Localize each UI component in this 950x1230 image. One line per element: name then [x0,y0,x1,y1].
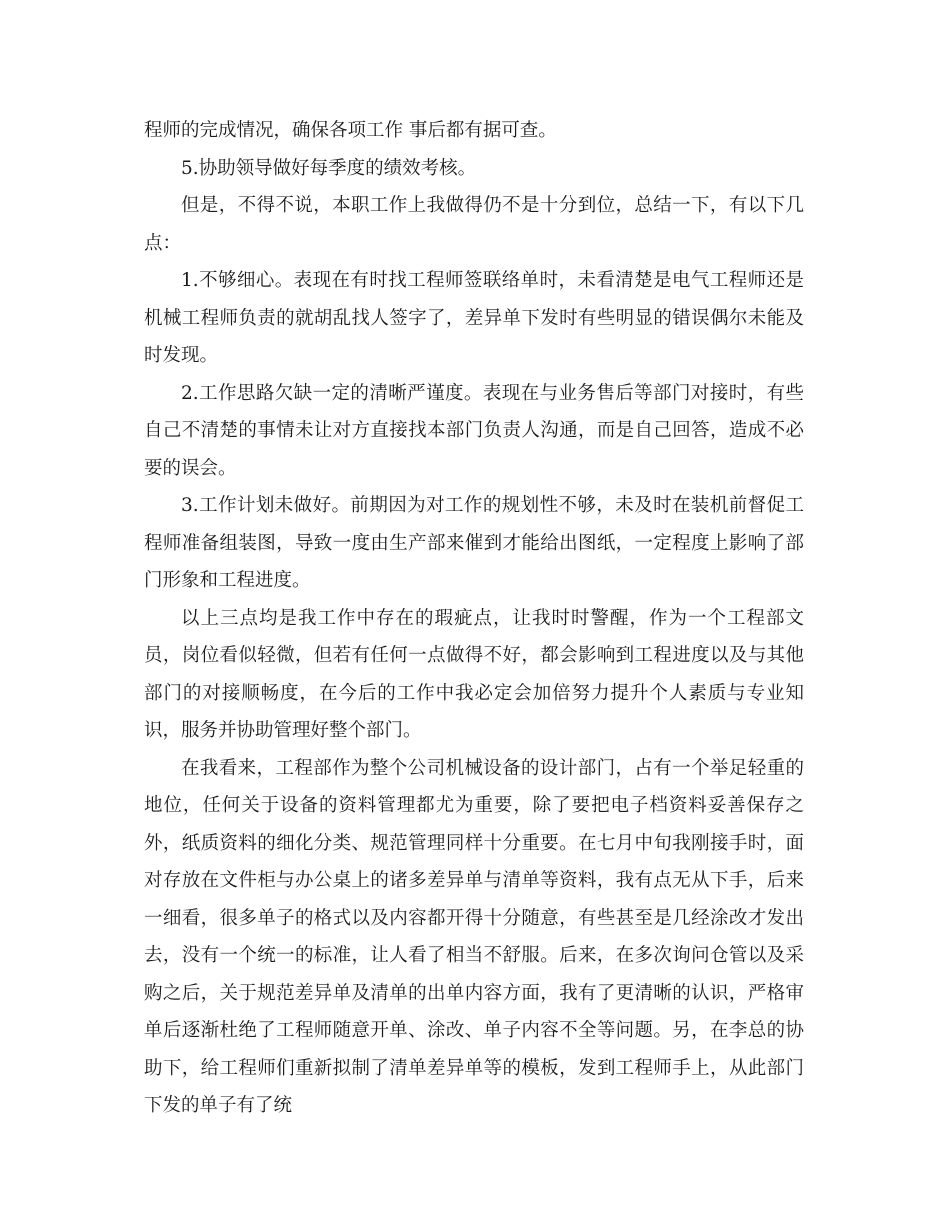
paragraph-document-management: 在我看来，工程部作为整个公司机械设备的设计部门，占有一个举足轻重的地位，任何关于设备的资料管理都尤为重要，除了要把电子档资料妥善保存之外，纸质资料的细化分类、规范管理同样十分重要。在七月中旬我刚接手时，面对存放在文件柜与办公桌上的诸多差异单与清单等资料，我有点无从下手，后来一细看，很多单子的格式以及内容都开得十分随意，有些甚至是几经涂改才发出去，没有一个统一的标准，让人看了相当不舒服。后来，在多次询问仓管以及采购之后，关于规范差异单及清单的出单内容方面，我有了更清晰的认识，严格审单后逐渐杜绝了工程师随意开单、涂改、单子内容不全等问题。另，在李总的协助下，给工程师们重新拟制了清单差异单等的模板，发到工程师手上，从此部门下发的单子有了统 [144,757,804,1116]
paragraph-continuation: 程师的完成情况，确保各项工作 事后都有据可查。 [144,120,557,141]
paragraph-shortcoming-2: 2.工作思路欠缺一定的清晰严谨度。表现在与业务售后等部门对接时，有些自己不清楚的事情未让对方直接找本部门负责人沟通，而是自己回答，造成不必要的误会。 [144,382,804,479]
paragraph-shortcoming-1: 1.不够细心。表现在有时找工程师签联络单时，未看清楚是电气工程师还是机械工程师负责的就胡乱找人签字了，差异单下发时有些明显的错误偶尔未能及时发现。 [144,270,804,366]
paragraph-shortcomings-intro: 但是，不得不说，本职工作上我做得仍不是十分到位，总结一下，有以下几点： [144,195,804,254]
paragraph-reflection: 以上三点均是我工作中存在的瑕疵点，让我时时警醒，作为一个工程部文员，岗位看似轻微，但若有任何一点做得不好，都会影响到工程进度以及与其他部门的对接顺畅度，在今后的工作中我必定会加倍努力提升个人素质与专业知识，服务并协助管理好整个部门。 [144,607,804,741]
paragraph-shortcoming-3: 3.工作计划未做好。前期因为对工作的规划性不够，未及时在装机前督促工程师准备组装图，导致一度由生产部来催到才能给出图纸，一定程度上影响了部门形象和工程进度。 [144,495,804,591]
document-body [144,112,804,1125]
paragraph-item-5: 5.协助领导做好每季度的绩效考核。 [181,157,477,179]
